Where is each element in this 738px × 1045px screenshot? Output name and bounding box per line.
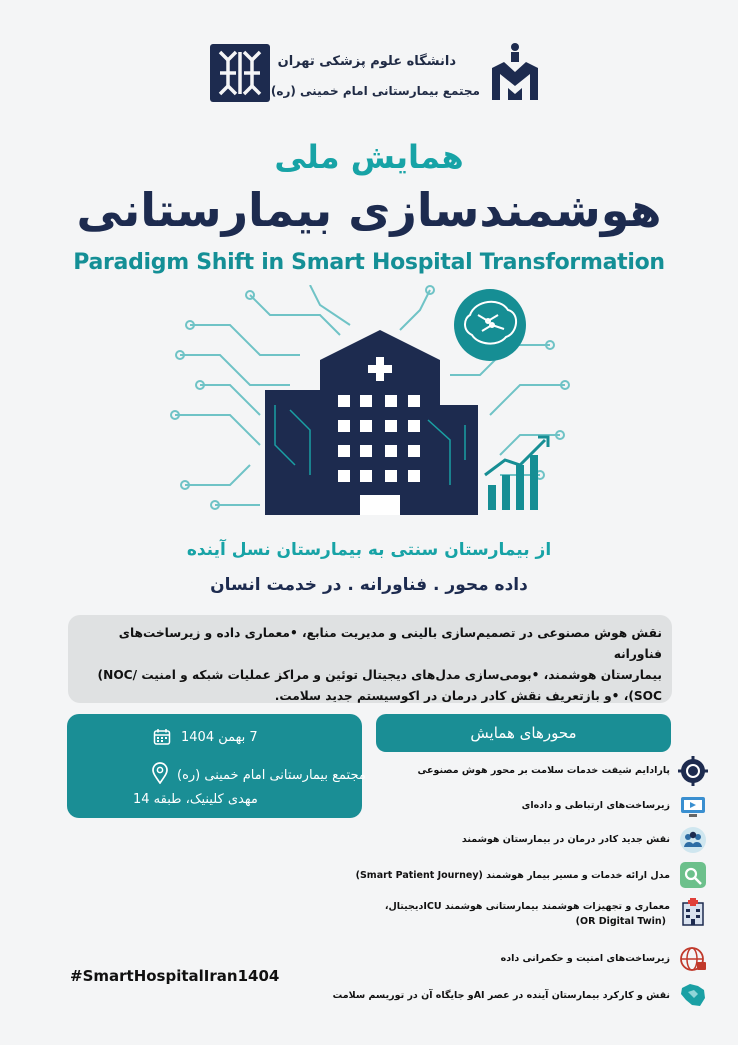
network-monitor-icon — [678, 791, 708, 821]
medical-staff-icon — [678, 825, 708, 855]
topic-item — [384, 897, 708, 931]
subtitle-line-1: از بیمارستان سنتی به بیمارستان نسل آینده — [186, 540, 552, 560]
topic-text: نقش و کارکرد بیمارستان آینده در عصر AIو جایگاه آن در توریسم سلامت — [332, 990, 670, 1001]
topic-item — [332, 980, 708, 1010]
topic-text: نقش جدید کادر درمان در بیمارستان هوشمند — [461, 834, 670, 845]
iran-map-icon — [678, 980, 708, 1010]
event-location-1: مجتمع بیمارستانی امام خمینی (ره) — [177, 768, 366, 783]
hospital-logo-icon — [488, 42, 543, 102]
university-name: دانشگاه علوم پزشکی تهران — [277, 54, 456, 69]
english-title: Paradigm Shift in Smart Hospital Transformation — [73, 250, 665, 275]
title-line-2: هوشمندسازی بیمارستانی — [76, 183, 662, 237]
topic-item — [418, 756, 708, 786]
intro-line-1: نقش هوش مصنوعی در تصمیم‌سازی بالینی و مدیریت منابع، •معماری داده و زیرساخت‌های فناورانه — [118, 626, 662, 661]
topics-header: محورهای همایش — [376, 714, 671, 752]
intro-line-3: SOC)، •و بازتعریف نقش کادر درمان در اکوسیستم جدید سلامت. — [274, 689, 662, 703]
smart-hospital-illustration — [170, 285, 570, 530]
topic-text: معماری و تجهیزات هوشمند بیمارستانی هوشمند ICUدیجیتال، — [384, 901, 670, 912]
intro-box — [68, 615, 672, 703]
topic-text: پارادایم شیفت خدمات سلامت بر محور هوش مصنوعی — [417, 765, 670, 776]
event-location-2: مهدی کلینیک، طبقه 14 — [133, 792, 258, 807]
topic-text: زیرساخت‌های ارتباطی و داده‌ای — [521, 800, 670, 811]
security-globe-icon — [678, 944, 708, 974]
intro-line-2: بیمارستان هوشمند، •بومی‌سازی مدل‌های دیجیتال توئین و مراکز عملیات شبکه و امنیت /NOC) — [97, 668, 662, 682]
topic-text-2: (OR Digital Twin) — [575, 916, 666, 927]
topic-item — [418, 791, 708, 821]
hashtag: #SmartHospitalIran1404 — [70, 967, 280, 985]
ai-brain-icon — [678, 756, 708, 786]
hospital-name: مجتمع بیمارستانی امام خمینی (ره) — [270, 84, 480, 98]
topic-text: زیرساخت‌های امنیت و حکمرانی داده — [500, 953, 670, 964]
topic-item — [355, 860, 708, 890]
event-date: 7 بهمن 1404 — [181, 730, 258, 745]
tums-logo-icon — [210, 44, 270, 102]
topic-item — [418, 944, 708, 974]
title-line-1: همایش ملی — [274, 138, 464, 176]
topic-text: مدل ارائه خدمات و مسیر بیمار هوشمند (Smart Patient Journey) — [355, 870, 670, 881]
location-pin-icon — [151, 762, 169, 784]
calendar-icon — [153, 728, 171, 746]
topic-item — [418, 825, 708, 855]
subtitle-line-2: داده محور . فناورانه . در خدمت انسان — [210, 575, 528, 595]
patient-journey-icon — [678, 860, 708, 890]
hospital-building-icon — [678, 897, 708, 927]
header — [0, 40, 738, 110]
event-info-box — [67, 714, 366, 818]
